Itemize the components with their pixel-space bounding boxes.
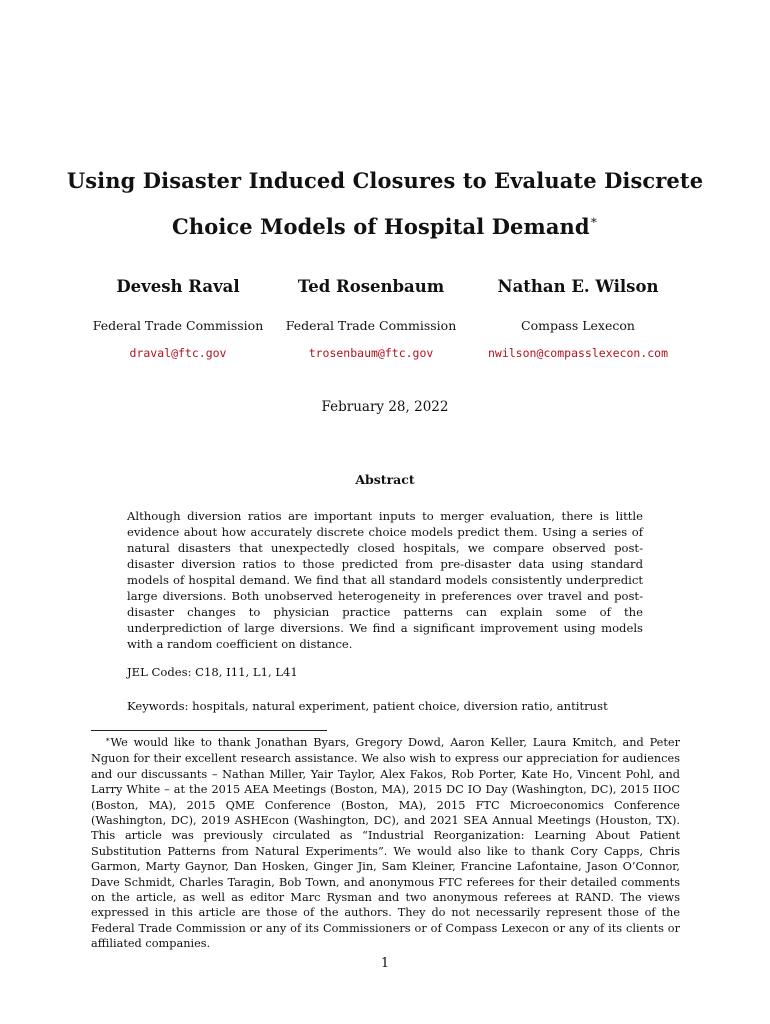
jel-codes: JEL Codes: C18, I11, L1, L41 [127, 665, 298, 679]
author-affiliation: Federal Trade Commission [92, 318, 264, 333]
author-name: Devesh Raval [116, 277, 240, 296]
footnote-text: We would like to thank Jonathan Byars, Gregory Dowd, Aaron Keller, Laura Kmitch, and Peter Nguon for their excellent research assistance. We also wish to express our appreciation for audiences and our discussants – Nathan Miller, Yair Taylor, Alex Fakos, Rob Porter, Kate Ho, Vincent Pohl, and Larry White – at the 2015 AEA Meetings (Boston, MA), 2015 DC IO Day (Washington, DC), 2015 IIOC (Boston, MA), 2015 QME Conference (Boston, MA), 2015 FTC Microeconomics Conference (Washington, DC), 2019 ASHEcon (Washington, DC), and 2021 SEA Annual Meetings (Houston, TX). This article was previously circulated as “Industrial Reorganization: Learning About Patient Substitution Patterns from Natural Experiments”. We would also like to thank Cory Capps, Chris Garmon, Marty Gaynor, Dan Hosken, Ginger Jin, Sam Kleiner, Francine Lafontaine, Jason O’Connor, Dave Schmidt, Charles Taragin, Bob Town, and anonymous FTC referees for their detailed comments on the article, as well as editor Marc Rysman and two anonymous referees at RAND. The views expressed in this article are those of the authors. They do not necessarily represent those of the Federal Trade Commission or any of its Commissioners or of Compass Lexecon or any of its clients or affiliated companies. [91, 736, 680, 951]
author-rosenbaum [251, 277, 491, 360]
author-block [0, 277, 770, 377]
abstract-text: Although diversion ratios are important inputs to merger evaluation, there is little evidence about how accurately discrete choice models predict them. Using a series of natural disasters that unexpectedly closed hospitals, we compare observed post-disaster diversion ratios to those predicted from pre-disaster data using standard models of hospital demand. We find that all standard models consistently underpredict large diversions. Both unobserved heterogeneity in preferences over travel and post-disaster changes to physician practice patterns can explain some of the underprediction of large diversions. We find a significant improvement using models with a random coefficient on distance. [127, 509, 643, 651]
paper-title-line-1 [0, 168, 770, 193]
author-email-link[interactable]: draval@ftc.gov [129, 346, 227, 360]
author-email-link[interactable]: trosenbaum@ftc.gov [308, 346, 434, 360]
keywords: Keywords: hospitals, natural experiment, patient choice, diversion ratio, antitrust [127, 699, 608, 713]
author-name: Ted Rosenbaum [297, 277, 445, 296]
author-email-link[interactable]: nwilson@compasslexecon.com [487, 346, 668, 360]
paper-title-line-2 [0, 214, 770, 239]
author-affiliation: Federal Trade Commission [285, 318, 457, 333]
page-number: 1 [380, 956, 390, 971]
acknowledgment-footnote [91, 735, 680, 952]
author-name: Nathan E. Wilson [497, 277, 659, 296]
title-text-1: Using Disaster Induced Closures to Evaluate Discrete [66, 168, 704, 193]
abstract-heading: Abstract [355, 472, 415, 487]
title-footnote-marker: ∗ [589, 213, 598, 227]
footnote-marker: ∗ [105, 735, 111, 744]
author-wilson [458, 277, 698, 360]
author-affiliation: Compass Lexecon [521, 318, 635, 333]
title-text-2: Choice Models of Hospital Demand [172, 214, 590, 239]
paper-date: February 28, 2022 [321, 399, 449, 415]
footnote-divider [91, 730, 327, 731]
